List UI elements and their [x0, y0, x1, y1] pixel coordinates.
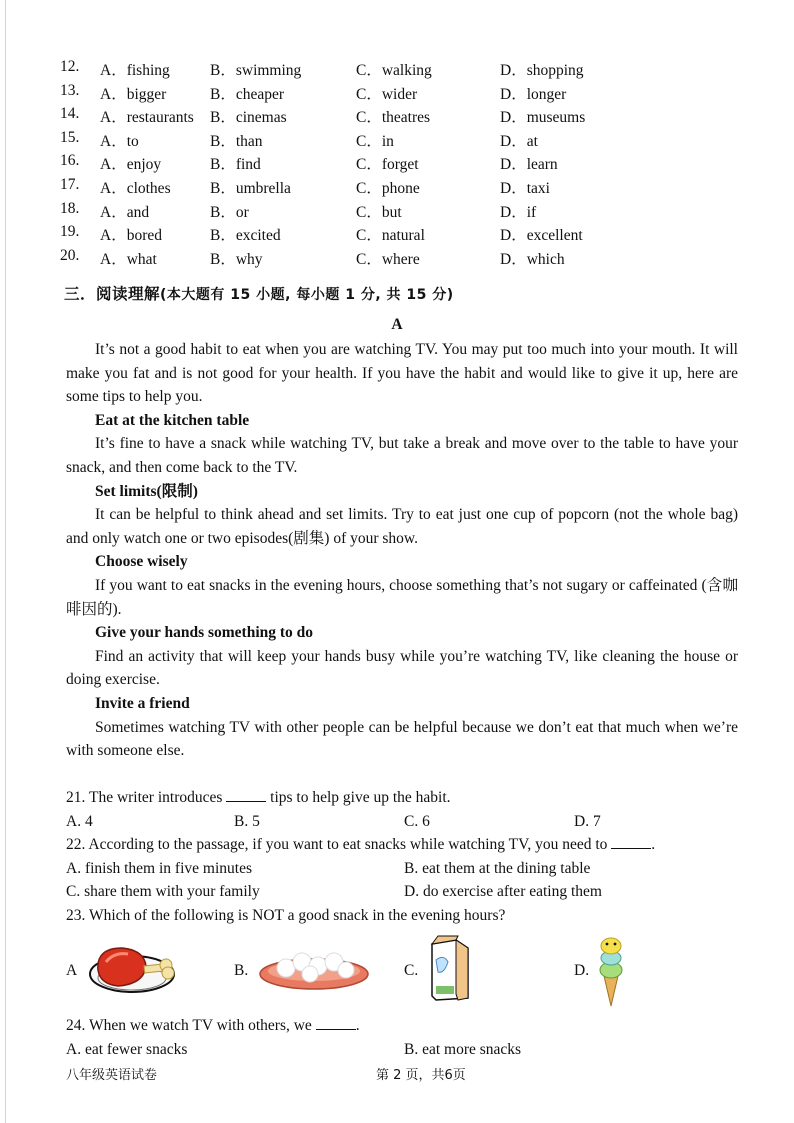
question-number: 12. — [60, 58, 80, 75]
option-c[interactable]: C．forget — [356, 156, 419, 174]
option-d-label[interactable]: D. — [574, 962, 590, 979]
ice-cream-cone-icon[interactable] — [596, 932, 626, 1008]
passage-letter: A — [391, 316, 403, 333]
question-23 — [66, 904, 738, 928]
option-c[interactable]: C．theatres — [356, 109, 431, 127]
option-b-label[interactable]: B. — [234, 962, 249, 979]
option-d[interactable]: D．shopping — [500, 62, 584, 79]
question-text: 24. When we watch TV with others, we — [66, 1017, 312, 1034]
passage-intro: It’s not a good habit to eat when you are watching TV. You may put too much into your mouth. It will make you fat and is not good for your health. If you have the habit and would like to give it up, here are some tips to help you. — [66, 341, 738, 406]
question-24 — [66, 1014, 738, 1061]
section-heading — [64, 282, 454, 304]
option-d[interactable]: D．learn — [500, 156, 558, 174]
answer-blank[interactable] — [611, 834, 651, 849]
page-edge-line — [5, 0, 6, 1123]
question-number: 14. — [60, 105, 80, 123]
chicken-leg-icon[interactable] — [88, 940, 180, 996]
tip-heading: Choose wisely — [95, 553, 188, 571]
question-22 — [66, 833, 738, 904]
footer-exam-name: 八年级英语试卷 — [66, 1068, 158, 1083]
option-b[interactable]: B．cheaper — [210, 85, 285, 103]
option-d[interactable]: D．excellent — [500, 227, 583, 245]
option-a[interactable]: A．clothes — [100, 179, 171, 197]
option-d[interactable]: D．if — [500, 203, 537, 221]
rice-balls-plate-icon[interactable] — [258, 946, 370, 992]
option-a[interactable]: A．fishing — [100, 62, 170, 79]
option-c-label[interactable]: C. — [404, 962, 419, 979]
option-b[interactable]: B．why — [210, 250, 263, 268]
option-c[interactable]: C．walking — [356, 62, 432, 79]
option-d[interactable]: D. do exercise after eating them — [404, 883, 602, 901]
option-a[interactable]: A．bigger — [100, 85, 167, 103]
section-note: (本大题有 15 小题, 每小题 1 分, 共 15 分) — [160, 287, 454, 303]
tip-heading: Give your hands something to do — [95, 624, 314, 642]
option-d[interactable]: D．which — [500, 250, 565, 268]
option-b[interactable]: B．or — [210, 203, 249, 221]
option-b[interactable]: B．swimming — [210, 62, 302, 79]
option-a[interactable]: A．and — [100, 203, 150, 221]
question-23-picture-options — [66, 932, 746, 1012]
tip-text: Sometimes watching TV with other people can be helpful because we don’t eat that much when we’re with someone else. — [66, 718, 738, 760]
option-b[interactable]: B. 5 — [234, 812, 260, 830]
option-b[interactable]: B．than — [210, 132, 263, 150]
option-c[interactable]: C．in — [356, 132, 394, 150]
question-number: 20. — [60, 246, 80, 264]
question-number: 15. — [60, 128, 80, 146]
option-a[interactable]: A. finish them in five minutes — [66, 859, 252, 877]
reading-passage — [66, 338, 738, 763]
option-a[interactable]: A. 4 — [66, 812, 93, 830]
question-text: 23. Which of the following is NOT a good snack in the evening hours? — [66, 907, 506, 924]
question-number: 19. — [60, 223, 80, 241]
option-d[interactable]: D．museums — [500, 109, 586, 127]
option-a[interactable]: A．enjoy — [100, 156, 162, 174]
section-title: 三．阅读理解 — [64, 285, 161, 303]
question-text-end: tips to help give up the habit. — [270, 789, 451, 806]
tip-text: If you want to eat snacks in the evening hours, choose something that’s not sugary or caffeinated (含咖啡因的). — [66, 576, 738, 618]
option-b[interactable]: B．find — [210, 156, 261, 174]
option-d[interactable]: D．taxi — [500, 179, 550, 197]
question-text-end: . — [355, 1017, 360, 1034]
question-text: 22. According to the passage, if you want to eat snacks while watching TV, you need to — [66, 836, 608, 853]
option-c[interactable]: C. 6 — [404, 812, 430, 830]
option-c[interactable]: C．wider — [356, 85, 418, 103]
question-number: 17. — [60, 175, 80, 193]
question-number: 13. — [60, 81, 80, 99]
option-b[interactable]: B．umbrella — [210, 179, 291, 197]
question-21 — [66, 786, 738, 833]
option-b[interactable]: B．cinemas — [210, 109, 287, 127]
option-c[interactable]: C．but — [356, 203, 402, 221]
tip-text: It can be helpful to think ahead and set limits. Try to eat just one cup of popcorn (not the whole bag) and only watch one or two episodes(剧集) of your show. — [66, 506, 738, 547]
option-a[interactable]: A．restaurants — [100, 109, 194, 127]
option-a[interactable]: A．bored — [100, 227, 162, 245]
option-c[interactable]: C．phone — [356, 179, 420, 197]
option-d[interactable]: D. 7 — [574, 812, 601, 830]
option-d[interactable]: D．longer — [500, 85, 567, 103]
question-number: 16. — [60, 152, 80, 170]
answer-blank[interactable] — [226, 787, 266, 802]
option-b[interactable]: B. eat more snacks — [404, 1040, 522, 1058]
option-c[interactable]: C．natural — [356, 227, 425, 245]
tip-text: It’s fine to have a snack while watching TV, but take a break and move over to the table to have your snack, and then come back to the TV. — [66, 435, 738, 476]
option-a[interactable]: A．what — [100, 250, 157, 268]
tip-text: Find an activity that will keep your hands busy while you’re watching TV, like cleaning the house or doing exercise. — [66, 647, 738, 689]
option-a[interactable]: A．to — [100, 132, 139, 150]
option-d[interactable]: D．at — [500, 132, 538, 150]
option-b[interactable]: B．excited — [210, 227, 281, 245]
tip-heading: Invite a friend — [95, 694, 190, 712]
tip-heading: Set limits(限制) — [95, 482, 198, 500]
question-text: 21. The writer introduces — [66, 789, 223, 806]
milk-carton-icon[interactable] — [426, 934, 474, 1002]
option-c[interactable]: C. share them with your family — [66, 883, 260, 901]
question-number: 18. — [60, 199, 80, 217]
answer-blank[interactable] — [316, 1015, 356, 1030]
footer-page-number: 第 2 页，共6页 — [376, 1068, 466, 1083]
option-a[interactable]: A. eat fewer snacks — [66, 1040, 188, 1058]
option-c[interactable]: C．where — [356, 250, 420, 268]
option-b[interactable]: B. eat them at the dining table — [404, 859, 591, 877]
tip-heading: Eat at the kitchen table — [95, 411, 250, 429]
option-a-label[interactable]: A — [66, 962, 78, 979]
question-text-end: . — [651, 836, 656, 853]
